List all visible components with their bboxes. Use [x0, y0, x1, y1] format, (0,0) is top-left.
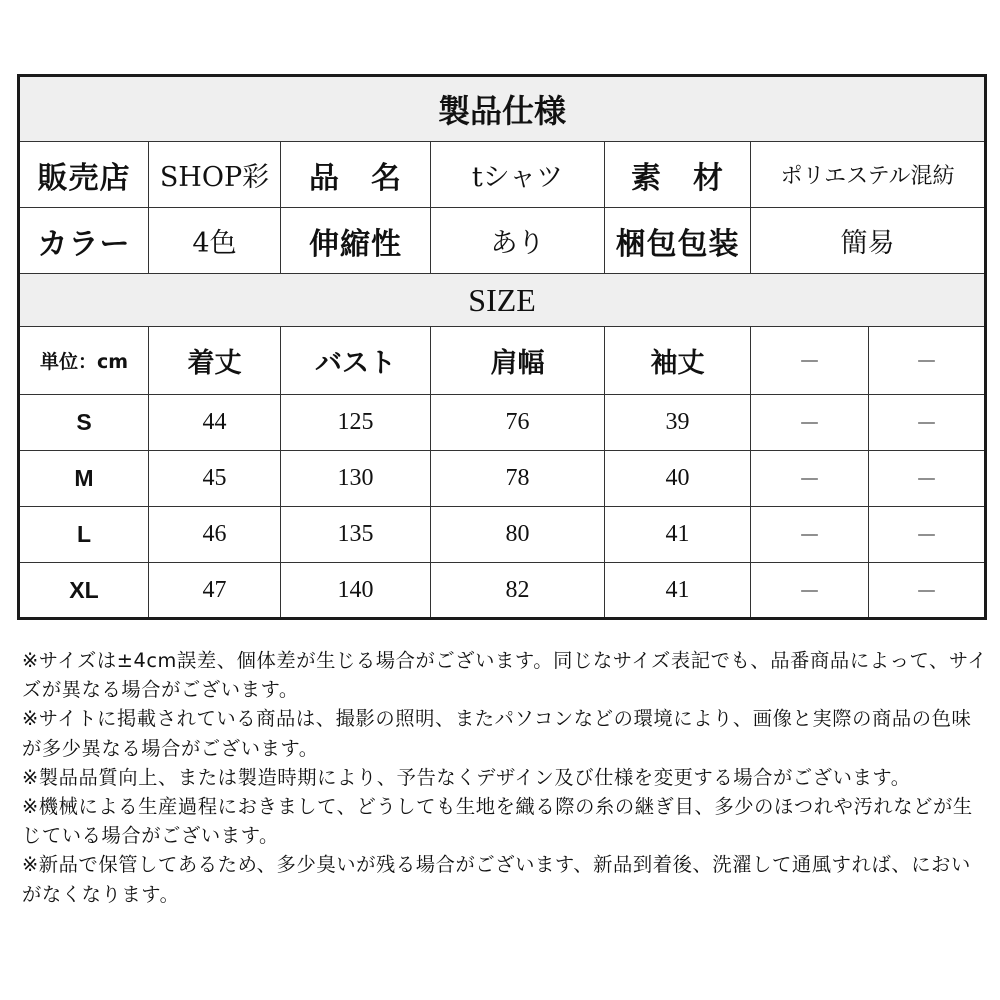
shoulder-value: 78	[431, 451, 605, 507]
size-row-l	[19, 507, 986, 563]
note-item: ※サイトに掲載されている商品は、撮影の照明、またパソコンなどの環境により、画像と実際の商品の色味が多少異なる場合がございます。	[22, 707, 972, 760]
header-unit: 単位：cm	[19, 327, 149, 395]
length-value: 44	[149, 395, 281, 451]
size-label: L	[19, 507, 149, 563]
size-row-m	[19, 451, 986, 507]
size-row-xl	[19, 563, 986, 619]
color-value: 4色	[149, 208, 281, 274]
page-title: 製品仕様	[19, 76, 986, 142]
empty-value: －	[869, 507, 986, 563]
header-shoulder: 肩幅	[431, 327, 605, 395]
packing-label: 梱包包装	[605, 208, 751, 274]
header-length: 着丈	[149, 327, 281, 395]
size-row-s	[19, 395, 986, 451]
shoulder-value: 76	[431, 395, 605, 451]
size-section-title: SIZE	[19, 274, 986, 327]
sleeve-value: 39	[605, 395, 751, 451]
size-label: S	[19, 395, 149, 451]
sleeve-value: 41	[605, 507, 751, 563]
bust-value: 130	[281, 451, 431, 507]
empty-value: －	[751, 451, 869, 507]
header-bust: バスト	[281, 327, 431, 395]
sleeve-value: 41	[605, 563, 751, 619]
empty-value: －	[751, 563, 869, 619]
empty-value: －	[869, 563, 986, 619]
shoulder-value: 82	[431, 563, 605, 619]
shop-label: 販売店	[19, 142, 149, 208]
name-label: 品 名	[281, 142, 431, 208]
note-item: ※新品で保管してあるため、多少臭いが残る場合がございます、新品到着後、洗濯して通風すれば、においがなくなります。	[22, 853, 971, 906]
length-value: 47	[149, 563, 281, 619]
header-empty-2: －	[869, 327, 986, 395]
color-label: カラー	[19, 208, 149, 274]
empty-value: －	[869, 451, 986, 507]
header-empty-1: －	[751, 327, 869, 395]
empty-value: －	[869, 395, 986, 451]
info-row-1	[19, 142, 986, 208]
info-row-2	[19, 208, 986, 274]
sleeve-value: 40	[605, 451, 751, 507]
packing-value: 簡易	[751, 208, 986, 274]
material-label: 素 材	[605, 142, 751, 208]
size-label: XL	[19, 563, 149, 619]
notes-list	[22, 646, 990, 909]
material-value: ポリエステル混紡	[751, 142, 986, 208]
name-value: tシャツ	[431, 142, 605, 208]
note-item: ※サイズは±4cm誤差、個体差が生じる場合がございます。同じなサイズ表記でも、品番商品によって、サイズが異なる場合がございます。	[22, 649, 988, 702]
shop-value: SHOP彩	[149, 142, 281, 208]
note-item: ※製品品質向上、または製造時期により、予告なくデザイン及び仕様を変更する場合がございます。	[22, 765, 911, 789]
size-label: M	[19, 451, 149, 507]
bust-value: 125	[281, 395, 431, 451]
bust-value: 140	[281, 563, 431, 619]
empty-value: －	[751, 395, 869, 451]
empty-value: －	[751, 507, 869, 563]
length-value: 46	[149, 507, 281, 563]
stretch-label: 伸縮性	[281, 208, 431, 274]
bust-value: 135	[281, 507, 431, 563]
stretch-value: あり	[431, 208, 605, 274]
shoulder-value: 80	[431, 507, 605, 563]
note-item: ※機械による生産過程におきまして、どうしても生地を織る際の糸の継ぎ目、多少のほつれや汚れなどが生じている場合がございます。	[22, 795, 973, 848]
spec-table	[17, 74, 987, 620]
length-value: 45	[149, 451, 281, 507]
header-sleeve: 袖丈	[605, 327, 751, 395]
size-header-row	[19, 327, 986, 395]
